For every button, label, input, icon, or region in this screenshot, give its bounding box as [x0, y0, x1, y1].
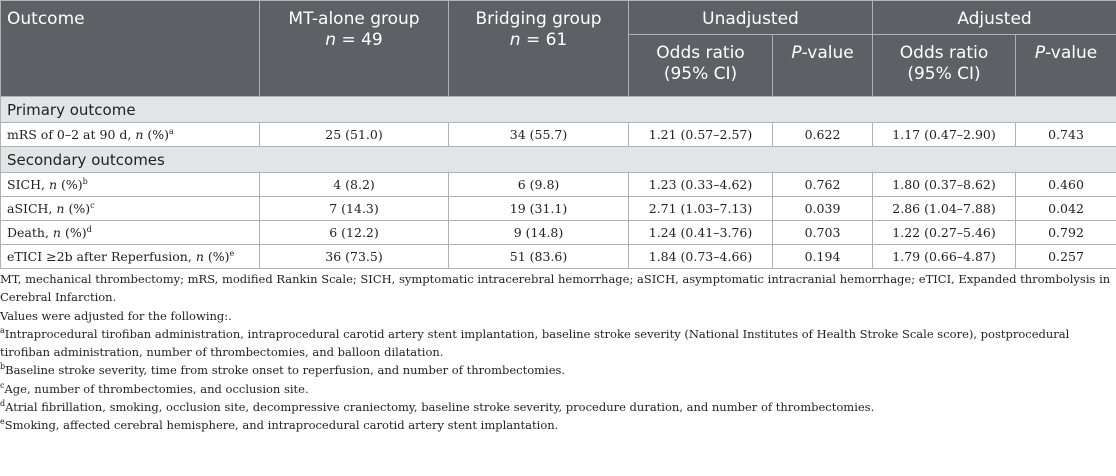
header-adjusted: Adjusted — [873, 1, 1116, 35]
cell-adj-p: 0.257 — [1016, 245, 1116, 269]
header-br-n-letter: n — [509, 30, 521, 50]
cell-unadj-or: 1.84 (0.73–4.66) — [629, 245, 773, 269]
footnote-b: $^b$Baseline stroke severity, time from stroke onset to reperfusion, and number of thrombectomies. — [0, 362, 566, 378]
header-adj-p-value — [1016, 35, 1116, 97]
cell-adj-or: 1.17 (0.47–2.90) — [873, 123, 1016, 147]
cell-unadj-p: 0.622 — [773, 123, 873, 147]
header-br-n-value: = 61 — [525, 30, 568, 50]
header-adj-p-letter: P — [1034, 43, 1046, 63]
cell-adj-p: 0.743 — [1016, 123, 1116, 147]
row-label: eTICI ≥2b after Reperfusion, n (%)$^e$ — [1, 245, 260, 269]
cell-unadj-p: 0.703 — [773, 221, 873, 245]
header-unadjusted: Unadjusted — [629, 1, 873, 35]
footnote-a: $^a$Intraprocedural tirofiban administration, intraprocedural carotid artery stent implantation, baseline stroke severity (National Institutes of Health Stroke Scale score), postprocedural tirofiban administration, number of thrombectomies, and balloon dilatation. — [0, 326, 1070, 360]
table-row — [1, 221, 1116, 245]
cell-adj-p: 0.792 — [1016, 221, 1116, 245]
header-unadj-or-label: Odds ratio — [656, 43, 745, 63]
footnote-c: $^c$Age, number of thrombectomies, and occlusion site. — [0, 380, 309, 396]
cell-mt-alone: 4 (8.2) — [260, 173, 449, 197]
cell-unadj-or: 1.21 (0.57–2.57) — [629, 123, 773, 147]
header-unadj-p-rest: -value — [801, 43, 854, 63]
row-label: SICH, n (%)$^b$ — [1, 173, 260, 197]
table-row — [1, 123, 1116, 147]
header-outcome: Outcome — [1, 1, 260, 97]
section-primary-outcome: Primary outcome — [1, 97, 1116, 123]
header-mt-n-value: = 49 — [341, 30, 383, 50]
header-mt-n-letter: n — [325, 30, 337, 50]
footnote-d: $^d$Atrial fibrillation, smoking, occlusion site, decompressive craniectomy, baseline stroke severity, procedure duration, and number of thrombectomies. — [0, 399, 875, 415]
cell-adj-p: 0.460 — [1016, 173, 1116, 197]
cell-unadj-p: 0.762 — [773, 173, 873, 197]
cell-bridging: 34 (55.7) — [449, 123, 629, 147]
cell-unadj-or: 2.71 (1.03–7.13) — [629, 197, 773, 221]
header-unadj-ci-label: (95% CI) — [663, 64, 738, 84]
header-bridging-label: Bridging group — [475, 9, 602, 29]
cell-mt-alone: 25 (51.0) — [260, 123, 449, 147]
header-mt-alone-group — [260, 1, 449, 97]
cell-unadj-p: 0.194 — [773, 245, 873, 269]
section-secondary-outcomes: Secondary outcomes — [1, 147, 1116, 173]
cell-bridging: 19 (31.1) — [449, 197, 629, 221]
table-footnotes — [0, 269, 1116, 435]
cell-unadj-p: 0.039 — [773, 197, 873, 221]
header-adj-or-label: Odds ratio — [899, 43, 989, 63]
header-adj-ci-label: (95% CI) — [907, 64, 981, 84]
header-adj-odds-ratio — [873, 35, 1016, 97]
cell-adj-p: 0.042 — [1016, 197, 1116, 221]
cell-adj-or: 1.80 (0.37–8.62) — [873, 173, 1016, 197]
cell-unadj-or: 1.24 (0.41–3.76) — [629, 221, 773, 245]
cell-adj-or: 1.79 (0.66–4.87) — [873, 245, 1016, 269]
header-unadj-p-value — [773, 35, 873, 97]
footnote-abbreviations: MT, mechanical thrombectomy; mRS, modified Rankin Scale; SICH, symptomatic intracerebral hemorrhage; aSICH, asymptomatic intracranial hemorrhage; eTICI, Expanded thrombolysis in Cerebral Infarction. — [0, 272, 1111, 305]
cell-mt-alone: 6 (12.2) — [260, 221, 449, 245]
footnote-e: $^e$Smoking, affected cerebral hemisphere, and intraprocedural carotid artery stent implantation. — [0, 417, 559, 433]
table-row — [1, 197, 1116, 221]
table-row — [1, 245, 1116, 269]
cell-unadj-or: 1.23 (0.33–4.62) — [629, 173, 773, 197]
header-unadj-p-letter: P — [791, 43, 802, 63]
header-bridging-group — [449, 1, 629, 97]
table-row — [1, 173, 1116, 197]
cell-adj-or: 2.86 (1.04–7.88) — [873, 197, 1016, 221]
row-label: aSICH, n (%)$^c$ — [1, 197, 260, 221]
cell-bridging: 6 (9.8) — [449, 173, 629, 197]
cell-mt-alone: 7 (14.3) — [260, 197, 449, 221]
cell-bridging: 51 (83.6) — [449, 245, 629, 269]
cell-bridging: 9 (14.8) — [449, 221, 629, 245]
row-label: Death, n (%)$^d$ — [1, 221, 260, 245]
cell-mt-alone: 36 (73.5) — [260, 245, 449, 269]
header-mt-alone-label: MT-alone group — [288, 9, 420, 29]
row-label: mRS of 0–2 at 90 d, n (%)$^a$ — [1, 123, 260, 147]
cell-adj-or: 1.22 (0.27–5.46) — [873, 221, 1016, 245]
header-adj-p-rest: -value — [1045, 43, 1098, 63]
header-unadj-odds-ratio — [629, 35, 773, 97]
footnote-adjusted-for: Values were adjusted for the following:. — [0, 308, 232, 323]
